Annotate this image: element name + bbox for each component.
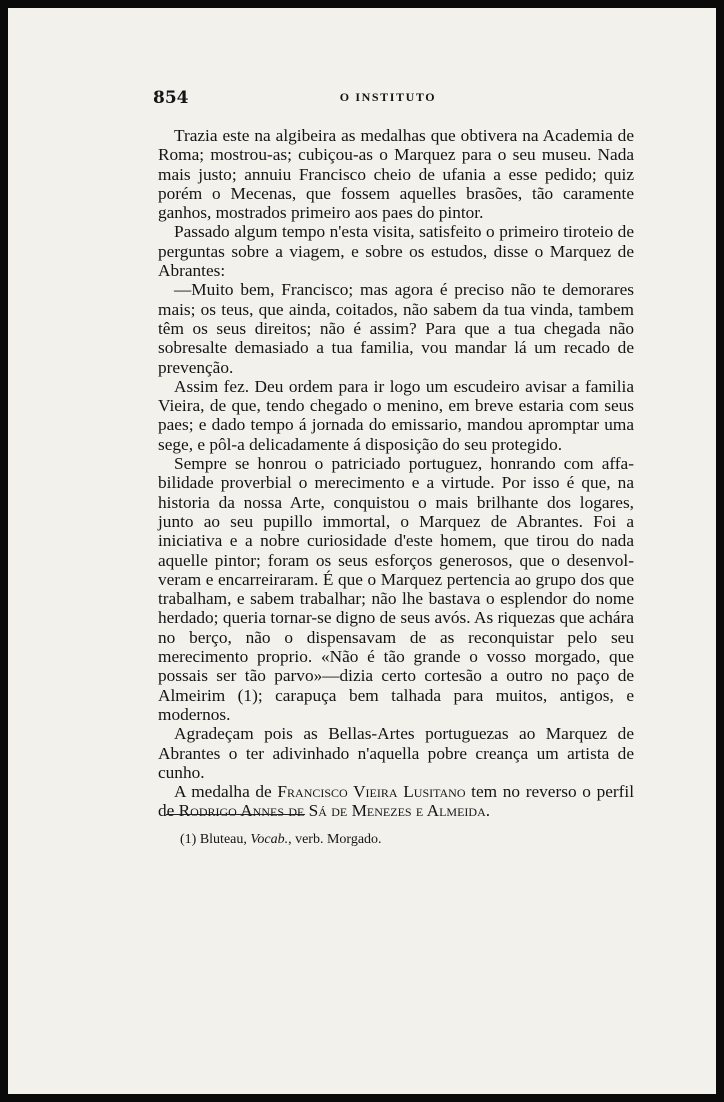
- paragraph: Assim fez. Deu ordem para ir logo um escudeiro avisar a familia Vieira, de que, tendo chegado o menino, em breve estaria com seus paes; e dado tempo á jornada do emissario, mandou apromptar uma sege, e pôl-a delicadamente á disposição do seu protegido.: [158, 376, 634, 454]
- page-header: [153, 88, 623, 112]
- page-number: 854: [153, 88, 189, 108]
- person-name-francisco: Francisco Vieira Lusitano: [277, 782, 466, 802]
- paragraph: Passado algum tempo n'esta visita, satisfeito o primeiro tiroteio de perguntas sobre a viagem, e sobre os estudos, disse o Marquez de Abrantes:: [158, 222, 634, 281]
- footnote-rest: , verb. Morgado.: [288, 832, 382, 847]
- footnote-marker: (1) Bluteau,: [180, 832, 251, 847]
- body-text: [158, 126, 634, 821]
- paragraph: —Muito bem, Francisco; mas agora é preciso não te demorares mais; os teus, que ainda, coitados, não sabem da tua vinda, tambem têm os seus direitos; não é assim? Para que a tua chegada não sobresalte demasiado a tua familia, vou mandar lá um recado de prevenção.: [158, 280, 634, 377]
- paragraph: Trazia este na algibeira as medalhas que obtivera na Academia de Roma; mostrou-as; cubiçou-as o Marquez para o seu museu. Nada mais justo; annuiu Francisco cheio de ufania a esse pedido; quiz porém o Mecenas, que fossem aquelles brasões, tão caramente ganhos, mostrados primeiro aos paes do pintor.: [158, 126, 634, 223]
- text-fragment: .: [485, 801, 491, 821]
- footnote-divider: [166, 814, 305, 815]
- footnote-work: Vocab.: [250, 832, 289, 847]
- paragraph: Sempre se honrou o patriciado portuguez, honrando com affabilidade proverbial o merecimento e a virtude. Por isso é que, na historia da nossa Arte, conquistou o mais brilhante dos logares, junto ao seu pupillo immortal, o Marquez de Abrantes. Foi a iniciativa e a nobre curiosidade d'este homem, que tirou do nada aquelle pintor; foram os seus esforços generosos, que o desenvolveram e encarreiraram. É que o Marquez pertencia ao grupo dos que trabalham, e sabem trabalhar; não lhe bastava o esplendor do nome herdado; queria tornar-se digno de seus avós. As riquezas que achára no berço, não o dispensavam de as reconquistar pelo seu merecimento proprio. «Não é tão grande o vosso morgado, que possais ser tão parvo»—dizia certo cortesão a outro no paço de Almeirim (1); carapuça bem talhada para muitos, antigos, e modernos.: [158, 454, 634, 724]
- person-name-rodrigo: Rodrigo Annes de Sá de Menezes e Almeida: [178, 801, 486, 821]
- text-fragment: tem no reverso o perfil de: [158, 782, 635, 821]
- footnote: [180, 831, 600, 849]
- running-head: O INSTITUTO: [339, 90, 437, 104]
- paragraph: Agradeçam pois as Bellas-Artes portuguezas ao Marquez de Abrantes o ter adivinhado n'aquella pobre creança um artista de cunho.: [158, 724, 634, 782]
- text-fragment: A medalha de: [174, 782, 278, 802]
- book-page: [8, 8, 716, 1094]
